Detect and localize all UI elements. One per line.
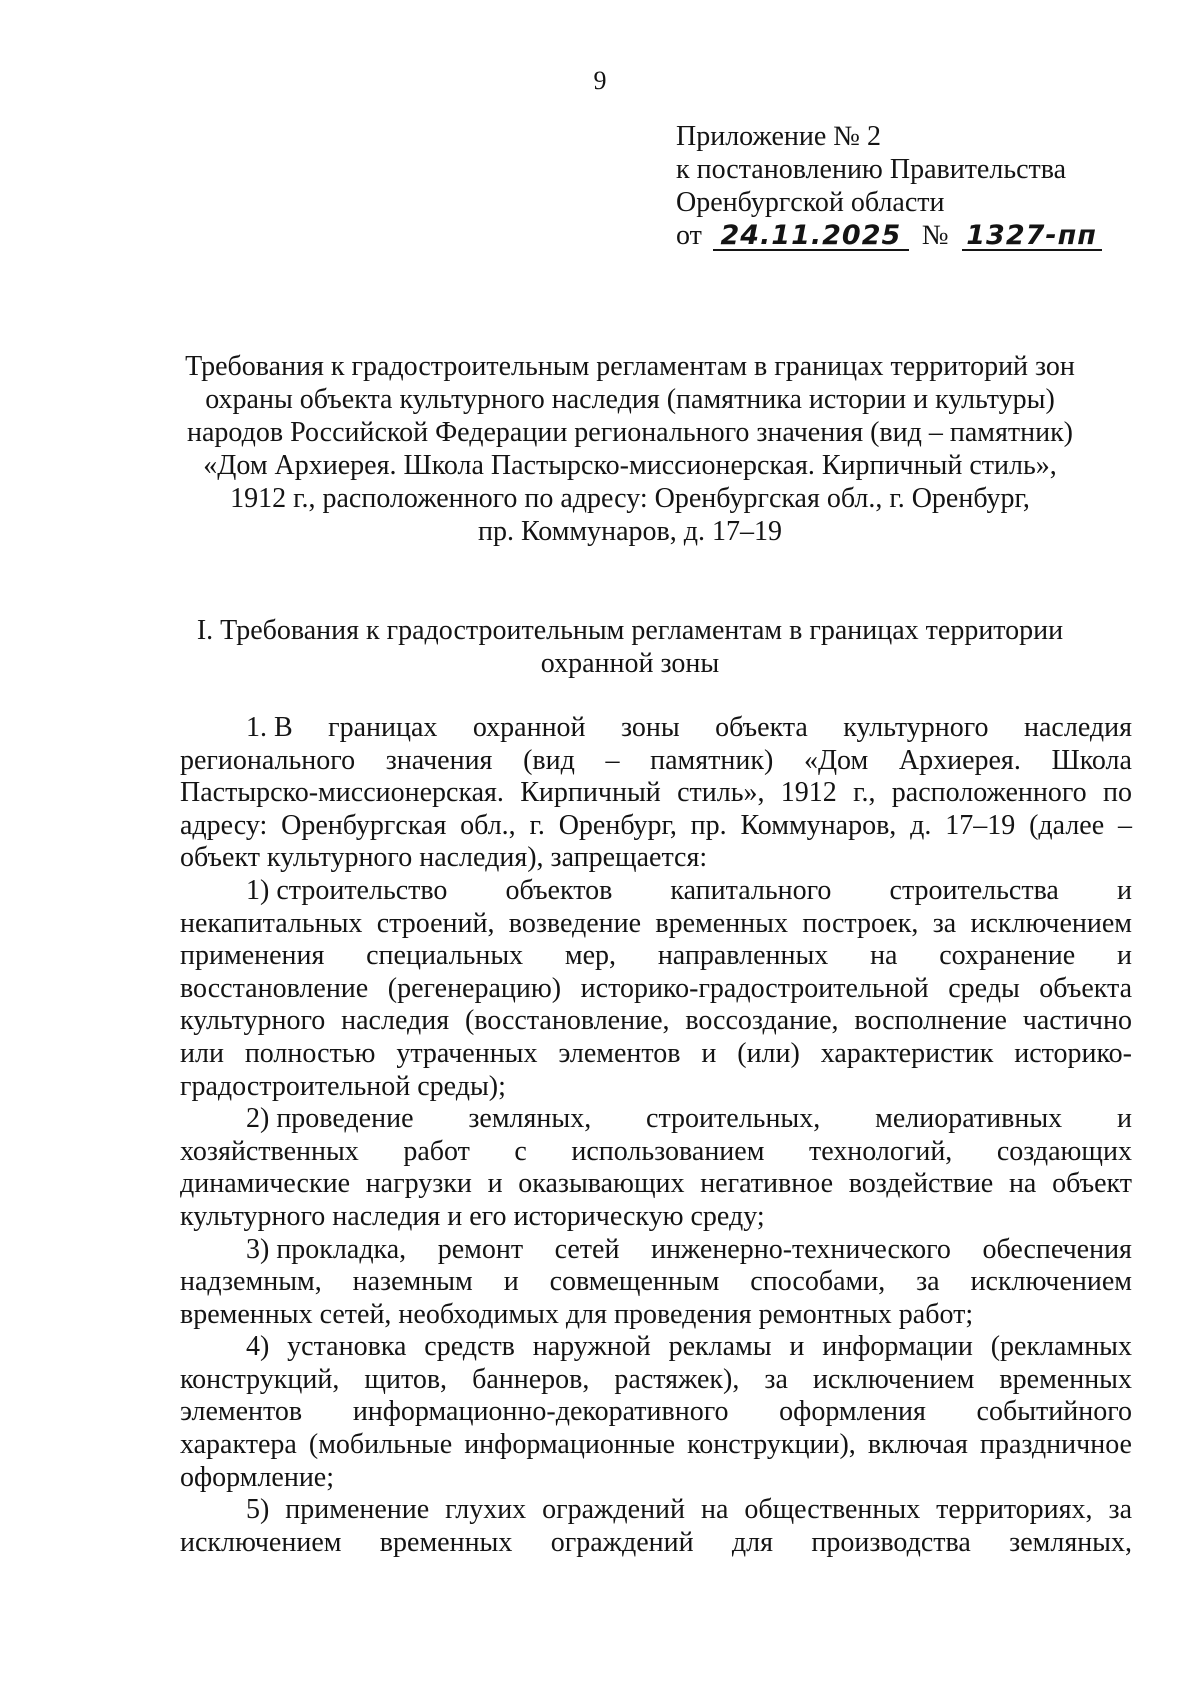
word: создающих: [996, 1135, 1132, 1167]
word: элементов: [180, 1396, 303, 1428]
word: –: [605, 744, 620, 776]
word: строительных,: [646, 1103, 821, 1135]
word: 1) строительство: [246, 874, 448, 906]
body-line: конструкций, щитов, баннеров, растяжек), за исключением временных: [180, 1363, 1132, 1395]
word: направленных: [657, 940, 829, 972]
word: (вид: [523, 744, 575, 776]
word: земляных,: [468, 1103, 592, 1135]
word: использованием: [571, 1135, 765, 1167]
word: строительства: [889, 874, 1059, 906]
body-line: адресу: Оренбургская обл., г. Оренбург, пр. Коммунаров, д. 17–19 (далее –: [180, 809, 1132, 841]
word: наземным: [352, 1266, 473, 1298]
word: за: [916, 1266, 940, 1298]
body-line: [180, 1103, 1132, 1136]
word: ремонт: [437, 1233, 524, 1265]
appendix-resolution-line: к постановлению Правительства: [676, 154, 1067, 185]
word: охранной: [472, 712, 586, 743]
word: мелиоративных: [875, 1103, 1063, 1135]
body-line: или полностью утраченных элементов и (или) характеристик историко-: [180, 1037, 1132, 1069]
word: Школа: [1051, 744, 1132, 776]
title-line: 1912 г., расположенного по адресу: Оренбургская обл., г. Оренбург,: [230, 483, 1030, 514]
word: регионального: [180, 744, 356, 776]
word: хозяйственных: [180, 1135, 359, 1167]
paragraph-p2: [180, 875, 1132, 1103]
word: исключением: [970, 1266, 1132, 1298]
word: земляных,: [1009, 1526, 1132, 1558]
body-line: 5) применение глухих ограждений на общественных территориях, за: [246, 1494, 1132, 1526]
body-line: Пастырско-миссионерская. Кирпичный стиль», 1912 г., расположенного по: [180, 777, 1132, 809]
word: производства: [811, 1526, 971, 1558]
body-line: [180, 1136, 1132, 1169]
word: исключением: [180, 1526, 342, 1558]
body-line: динамические нагрузки и оказывающих негативное воздействие на объект: [180, 1168, 1132, 1200]
body-line: 4) установка средств наружной рекламы и информации (рекламных: [246, 1331, 1132, 1363]
body-line: культурного наследия и его историческую среду;: [180, 1200, 765, 1232]
word: памятник): [650, 744, 774, 776]
word: наследия: [1024, 712, 1132, 743]
title-line: «Дом Архиерея. Школа Пастырско-миссионерская. Кирпичный стиль»,: [203, 450, 1057, 481]
body-line: характера (мобильные информационные конструкции), включая праздничное: [180, 1429, 1132, 1461]
body-line: [180, 875, 1132, 908]
section-heading-line: I. Требования к градостроительным регламентам в границах территории: [196, 615, 1064, 646]
body-line: временных сетей, необходимых для проведения ремонтных работ;: [180, 1298, 974, 1330]
body-line: [180, 1266, 1132, 1299]
body-line: [180, 712, 1132, 745]
word: 2) проведение: [246, 1103, 414, 1135]
appendix-region-line: Оренбургской области: [676, 187, 945, 218]
word: 1. В: [246, 712, 293, 743]
number-label: №: [921, 220, 949, 251]
word: инженерно-технического: [650, 1233, 951, 1265]
word: оформления: [779, 1396, 926, 1428]
body-line: оформление;: [180, 1461, 335, 1493]
word: значения: [385, 744, 493, 776]
word: сохранение: [939, 940, 1076, 972]
word: для: [731, 1526, 774, 1558]
title-line: Требования к градостроительным регламентам в границах территорий зон: [185, 351, 1075, 382]
body-line: [180, 1234, 1132, 1267]
body-line: [180, 1527, 1132, 1560]
section-heading: [150, 614, 1110, 680]
body-line: [180, 1396, 1132, 1429]
body-line: некапитальных строений, возведение временных построек, за исключением: [180, 907, 1132, 939]
word: и: [503, 1266, 519, 1298]
body-line: объект культурного наследия), запрещается:: [180, 842, 708, 874]
word: «Дом: [803, 744, 869, 776]
paragraph-p4: [180, 1234, 1132, 1332]
word: событийного: [976, 1396, 1132, 1428]
word: на: [870, 940, 898, 972]
word: совмещенным: [549, 1266, 720, 1298]
paragraph-p1: [180, 712, 1132, 875]
title-line: охраны объекта культурного наследия (памятника истории и культуры): [205, 384, 1055, 415]
section-heading-line: охранной зоны: [540, 648, 720, 679]
word: применения: [180, 940, 325, 972]
word: с: [514, 1135, 527, 1167]
word: обеспечения: [982, 1233, 1132, 1265]
body-line: градостроительной среды);: [180, 1070, 506, 1102]
word: и: [1116, 1103, 1132, 1135]
document-body: [180, 712, 1132, 1559]
word: капитального: [670, 874, 832, 906]
word: объекта: [715, 712, 808, 743]
word: зоны: [620, 712, 680, 743]
word: и: [1116, 940, 1132, 972]
word: способами,: [750, 1266, 886, 1298]
appendix-date-number-line: [676, 219, 1102, 252]
paragraph-p5: [180, 1331, 1132, 1494]
word: информационно-декоративного: [352, 1396, 729, 1428]
body-line: [180, 745, 1132, 778]
body-line: восстановление (регенерацию) историко-градостроительной среды объекта: [180, 972, 1132, 1004]
word: надземным,: [180, 1266, 322, 1298]
word: сетей: [554, 1233, 620, 1265]
word: 3) прокладка,: [246, 1233, 407, 1265]
word: специальных: [366, 940, 524, 972]
word: мер,: [564, 940, 617, 972]
paragraph-p3: [180, 1103, 1132, 1233]
word: Архиерея.: [898, 744, 1021, 776]
word: временных: [379, 1526, 513, 1558]
body-line: [180, 940, 1132, 973]
title-line: народов Российской Федерации регионального значения (вид – памятник): [187, 417, 1073, 448]
page-number: 9: [593, 66, 607, 95]
handwritten-number: 1327-пп: [962, 223, 1102, 251]
word: культурного: [843, 712, 989, 743]
document-title: [150, 350, 1110, 548]
word: границах: [328, 712, 438, 743]
title-line: пр. Коммунаров, д. 17–19: [477, 516, 783, 547]
paragraph-p6: [180, 1494, 1132, 1559]
word: технологий,: [808, 1135, 953, 1167]
body-line: культурного наследия (восстановление, воссоздание, восполнение частично: [180, 1005, 1132, 1037]
word: ограждений: [550, 1526, 694, 1558]
word: работ: [403, 1135, 470, 1167]
word: и: [1116, 874, 1132, 906]
word: объектов: [505, 874, 613, 906]
appendix-header: [676, 120, 1102, 252]
handwritten-date: 24.11.2025: [713, 223, 909, 251]
from-label: от: [676, 220, 702, 251]
appendix-title: Приложение № 2: [676, 121, 881, 152]
